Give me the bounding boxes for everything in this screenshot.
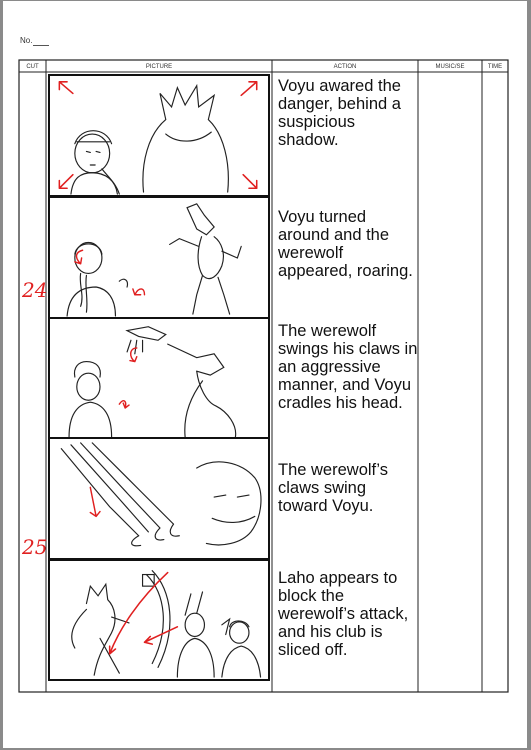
panel-5-drawing [50, 561, 268, 679]
column-header-time: TIME [487, 64, 503, 70]
column-header-music: MUSIC/SE [435, 64, 465, 70]
panel-4-sketch [48, 437, 270, 560]
panel-1-sketch [48, 74, 270, 197]
cut-mark-25: 25 [22, 535, 48, 559]
column-header-picture: PICTURE [145, 64, 173, 70]
panel-1-drawing [50, 76, 268, 195]
panel-5-action: Laho appears to block the werewolf’s attack, and his club is sliced off. [278, 569, 409, 659]
panel-3-action: The werewolf swings his claws in an aggressive manner, and Voyu cradles his head. [278, 322, 418, 412]
panel-3-drawing [50, 319, 268, 437]
panel-2-action: Voyu turned around and the werewolf appeared, roaring. [278, 208, 413, 280]
panel-1-action: Voyu awared the danger, behind a suspicious shadow. [278, 77, 401, 149]
panel-2-sketch [48, 196, 270, 319]
panel-4-drawing [50, 439, 268, 558]
panel-4-action: The werewolf’s claws swing toward Voyu. [278, 461, 389, 515]
cut-mark-24: 24 [22, 278, 48, 302]
panel-5-sketch [48, 559, 270, 681]
panel-2-drawing [50, 198, 268, 317]
panel-3-sketch [48, 317, 270, 439]
column-header-cut: CUT [26, 64, 39, 70]
sheet-number-label: No. [20, 36, 33, 45]
column-header-action: ACTION [333, 64, 357, 70]
